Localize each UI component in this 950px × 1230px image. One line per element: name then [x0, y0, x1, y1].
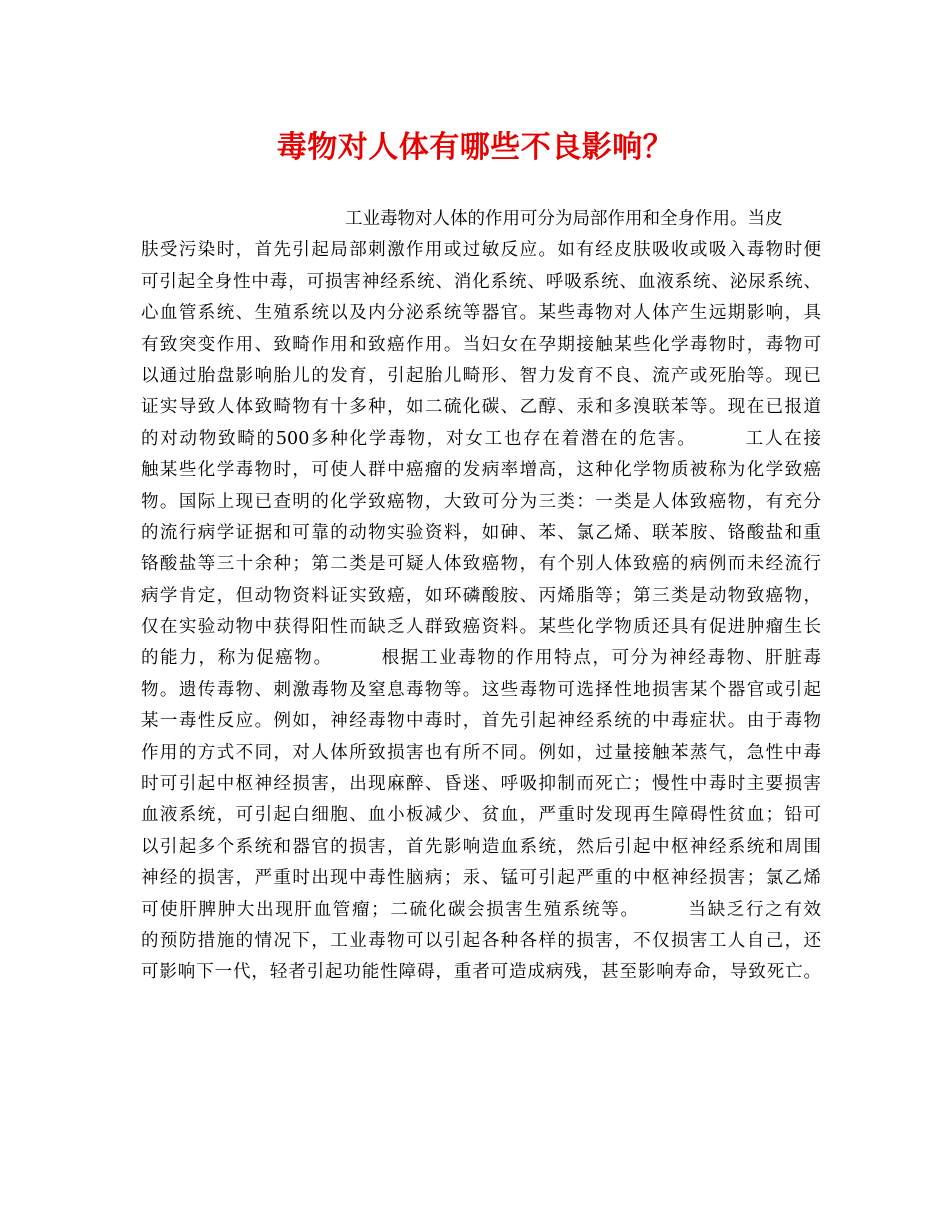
- body-line: 病学肯定，但动物资料证实致癌，如环磷酸胺、丙烯脂等；第三类是动物致癌物，: [141, 585, 821, 606]
- body-line: 的能力，称为促癌物。 根据工业毒物的作用特点，可分为神经毒物、肝脏毒: [141, 648, 821, 669]
- body-line: 肤受污染时，首先引起局部刺激作用或过敏反应。如有经皮肤吸收或吸入毒物时便: [141, 240, 821, 261]
- body-line: 某一毒性反应。例如，神经毒物中毒时，首先引起神经系统的中毒症状。由于毒物: [141, 711, 821, 732]
- body-line: 物。国际上现已查明的化学致癌物，大致可分为三类：一类是人体致癌物，有充分: [141, 491, 821, 512]
- body-line: 可使肝脾肿大出现肝血管瘤；二硫化碳会损害生殖系统等。 当缺乏行之有效: [141, 899, 821, 920]
- body-line: 仅在实验动物中获得阳性而缺乏人群致癌资料。某些化学物质还具有促进肿瘤生长: [141, 617, 821, 638]
- body-line: 有致突变作用、致畸作用和致癌作用。当妇女在孕期接触某些化学毒物时，毒物可: [141, 334, 821, 355]
- body-line: 心血管系统、生殖系统以及内分泌系统等器官。某些毒物对人体产生远期影响，具: [141, 303, 821, 324]
- body-line: 以引起多个系统和器官的损害，首先影响造血系统，然后引起中枢神经系统和周围: [141, 836, 821, 857]
- body-line: 以通过胎盘影响胎儿的发育，引起胎儿畸形、智力发育不良、流产或死胎等。现已: [141, 365, 821, 386]
- body-line: 工业毒物对人体的作用可分为局部作用和全身作用。当皮: [345, 209, 783, 229]
- body-line: 证实导致人体致畸物有十多种，如二硫化碳、乙醇、汞和多溴联苯等。现在已报道: [141, 397, 821, 418]
- document-title: 毒物对人体有哪些不良影响？: [276, 130, 674, 165]
- body-line: 血液系统，可引起白细胞、血小板减少、贫血，严重时发现再生障碍性贫血；铅可: [141, 805, 821, 826]
- body-line: 的对动物致畸的500多种化学毒物，对女工也存在着潜在的危害。 工人在接: [141, 428, 821, 449]
- document-body: [141, 204, 821, 989]
- body-line: 的预防措施的情况下，工业毒物可以引起各种各样的损害，不仅损害工人自己，还: [141, 930, 821, 951]
- body-line: 的流行病学证据和可靠的动物实验资料，如砷、苯、氯乙烯、联苯胺、铬酸盐和重: [141, 522, 821, 543]
- body-line: 作用的方式不同，对人体所致损害也有所不同。例如，过量接触苯蒸气，急性中毒: [141, 742, 821, 763]
- body-line: 触某些化学毒物时，可使人群中癌瘤的发病率增高，这种化学物质被称为化学致癌: [141, 460, 821, 481]
- body-line: 物。遗传毒物、刺激毒物及窒息毒物等。这些毒物可选择性地损害某个器官或引起: [141, 679, 821, 700]
- body-line: 可影响下一代，轻者引起功能性障碍，重者可造成病残，甚至影响寿命，导致死亡。: [141, 962, 821, 983]
- body-line: 铬酸盐等三十余种；第二类是可疑人体致癌物，有个别人体致癌的病例而未经流行: [141, 554, 821, 575]
- body-line: 时可引起中枢神经损害，出现麻醉、昏迷、呼吸抑制而死亡；慢性中毒时主要损害: [141, 774, 821, 795]
- body-line: 可引起全身性中毒，可损害神经系统、消化系统、呼吸系统、血液系统、泌尿系统、: [141, 271, 821, 292]
- body-line: 神经的损害，严重时出现中毒性脑病；汞、锰可引起严重的中枢神经损害；氯乙烯: [141, 868, 821, 889]
